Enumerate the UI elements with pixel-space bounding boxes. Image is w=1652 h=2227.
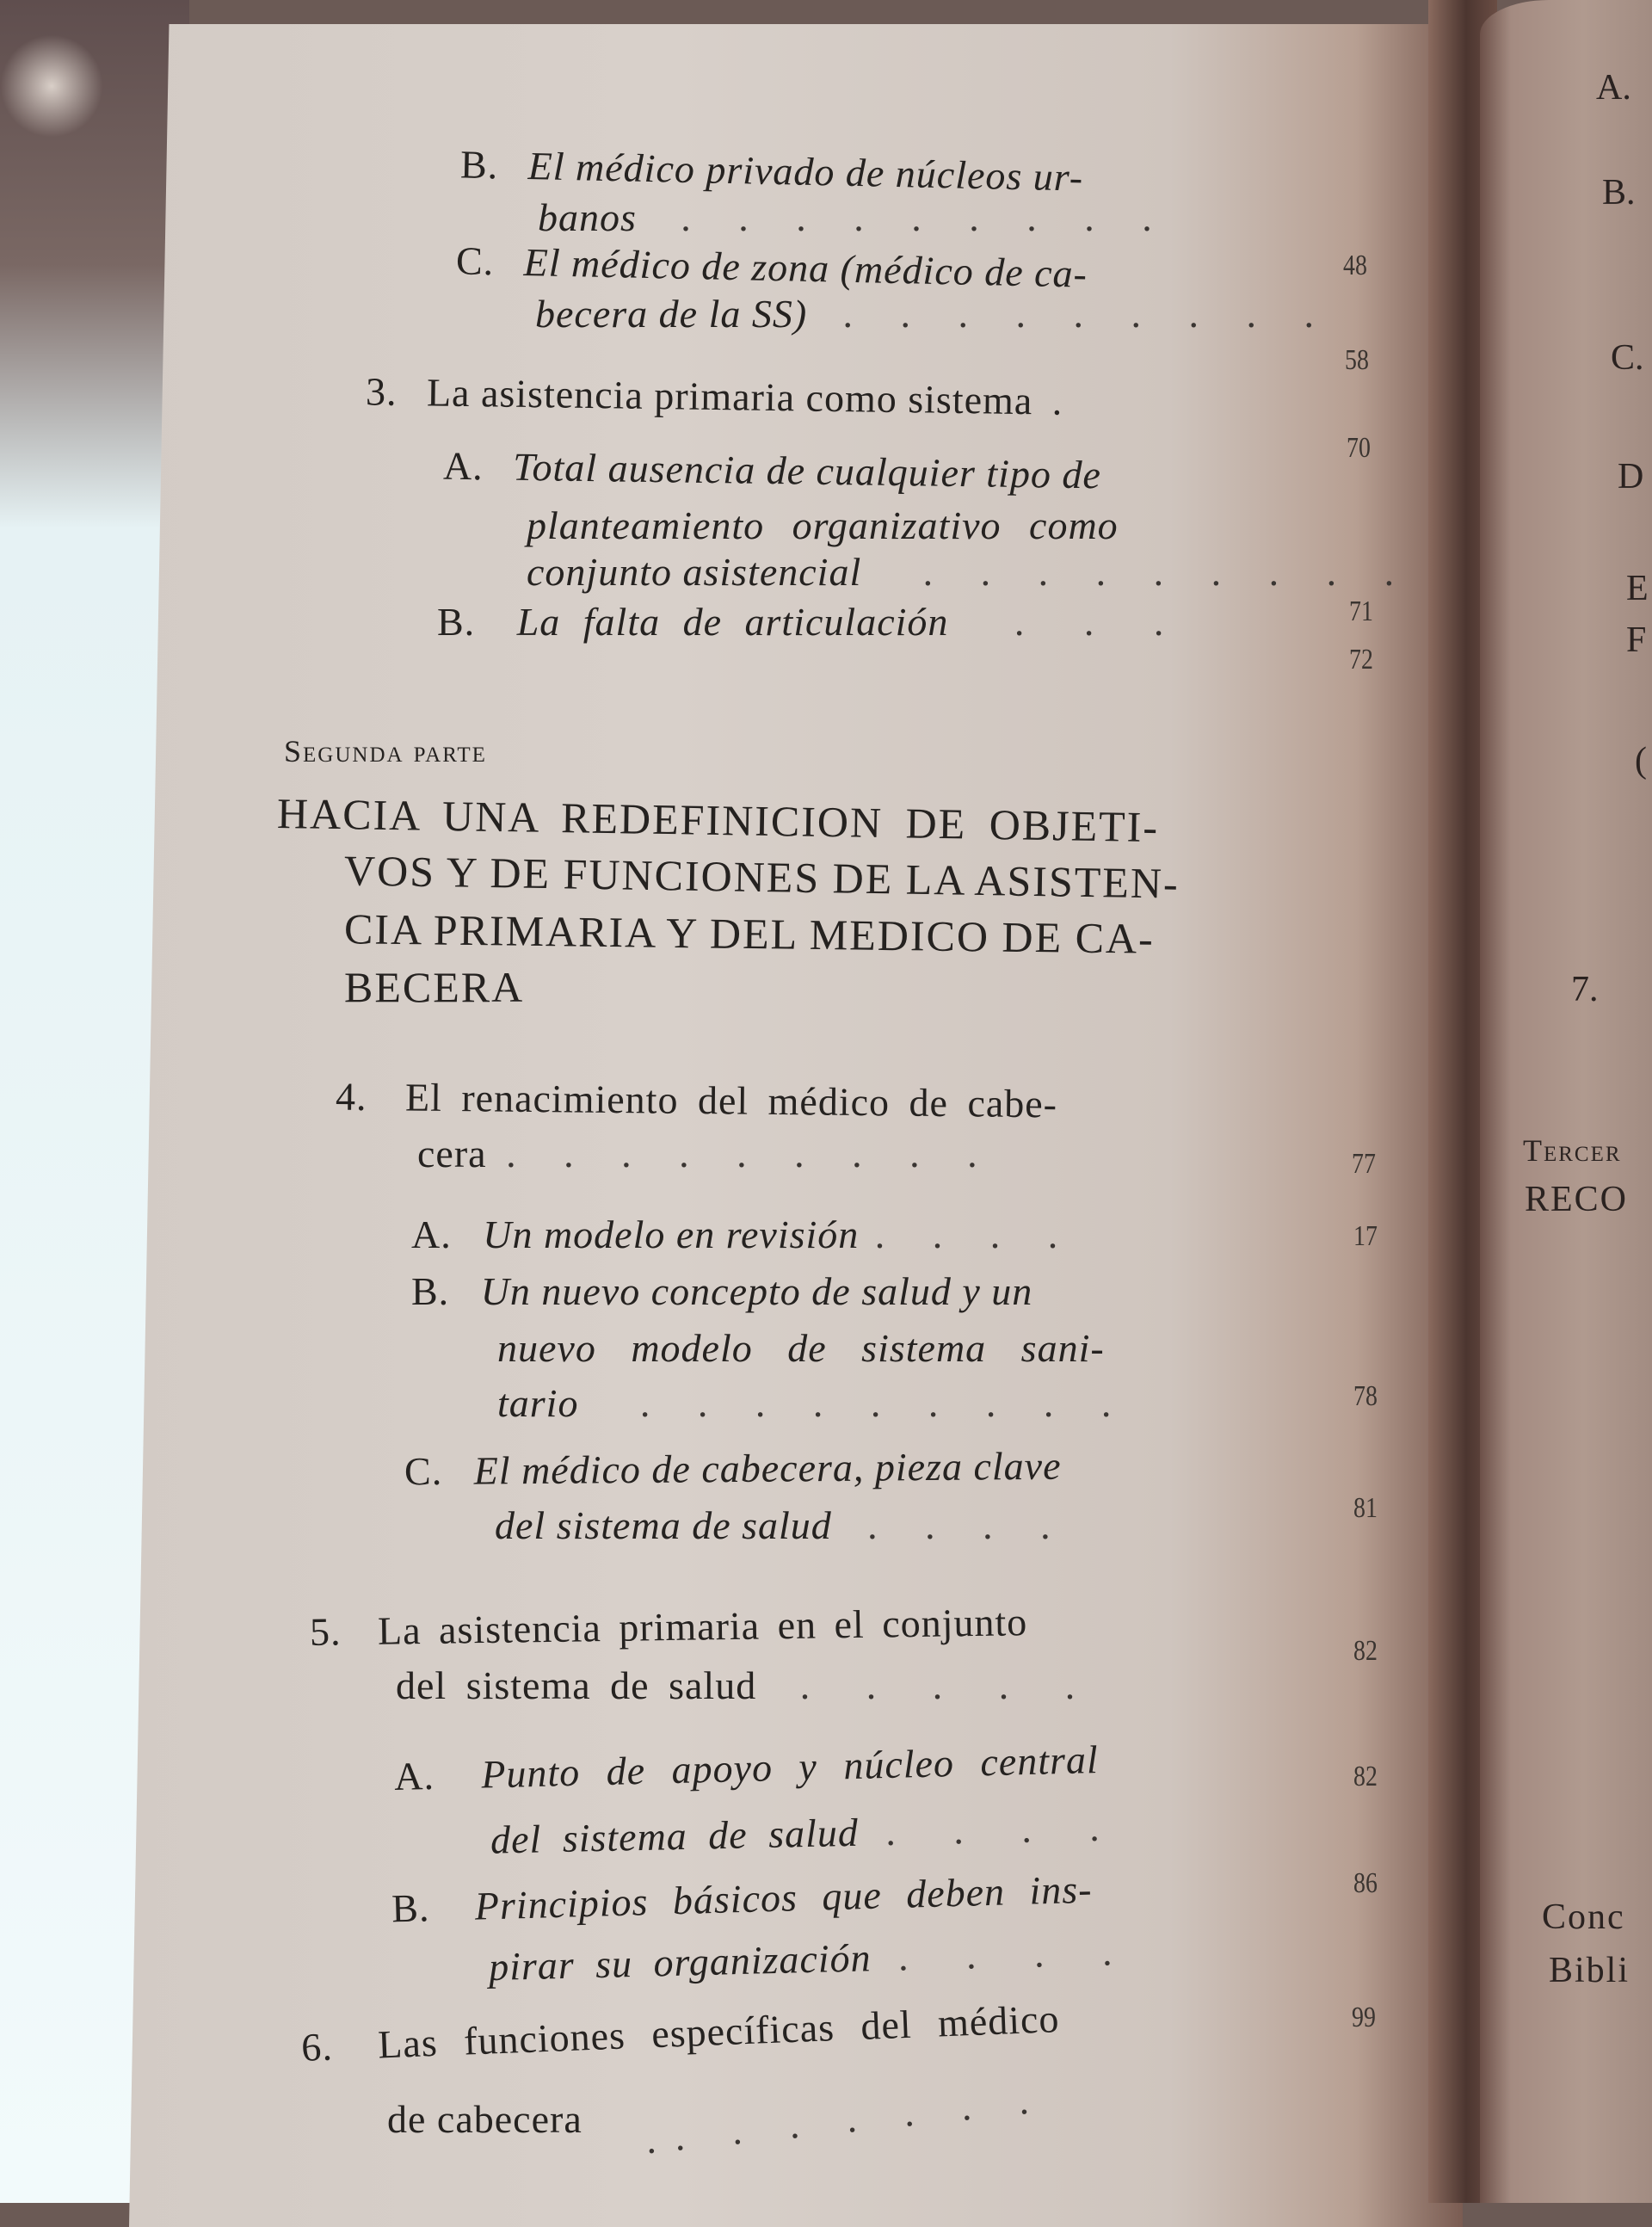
entry-label: B.: [391, 1885, 431, 1931]
entry-title-line: pirar su organización: [488, 1935, 872, 1989]
right-page-fragment: RECO: [1525, 1180, 1629, 1219]
entry-title-line: cera: [417, 1132, 487, 1175]
toc-entry: A. Un modelo en revisión . . . .: [411, 1212, 1077, 1256]
toc-entry: [391, 1866, 1093, 1932]
entry-label: B.: [459, 142, 499, 188]
page-number: 82: [1353, 1761, 1378, 1792]
entry-title-line: conjunto asistencial: [527, 550, 862, 594]
entry-title-cont: [535, 291, 1334, 336]
entry-label: A.: [442, 443, 484, 489]
entry-label: B.: [437, 600, 476, 644]
toc-entry: [411, 1268, 1032, 1314]
right-page-fragment: Tercer: [1523, 1133, 1622, 1168]
entry-label: C.: [404, 1448, 443, 1494]
entry-title: El médico de zona (médico de ca-: [523, 239, 1088, 296]
entry-label: 6.: [300, 2024, 334, 2070]
entry-title-line: del sistema de salud: [490, 1810, 860, 1862]
entry-title-line: banos: [538, 195, 637, 239]
leader-dots: . . . . . . . . .: [843, 292, 1335, 336]
entry-title-cont: [497, 1325, 1105, 1371]
toc-entry: 3. La asistencia primaria como sistema .: [365, 369, 1063, 423]
entry-title-cont: del sistema de salud . . . .: [495, 1503, 1070, 1547]
page-number: 86: [1353, 1867, 1378, 1899]
leader-dots: . . . . . . . . .: [506, 1132, 996, 1175]
part-title-line: BECERA: [344, 963, 525, 1011]
entry-title-line: del sistema de salud: [495, 1503, 832, 1547]
toc-entry: [404, 1443, 1062, 1495]
page-number: 72: [1349, 644, 1373, 676]
entry-label: 5.: [309, 1609, 342, 1654]
page-number: 71: [1349, 595, 1373, 627]
toc-entry: [393, 1737, 1099, 1799]
entry-title: Un nuevo concepto de salud y un: [480, 1269, 1033, 1313]
entry-title-cont: [527, 549, 1414, 595]
entry-title-line: de cabecera: [387, 2097, 583, 2141]
right-page-fragment: C.: [1611, 338, 1644, 378]
entry-title-cont: del sistema de salud . . . . .: [396, 1663, 1094, 1707]
page-number: 78: [1353, 1380, 1378, 1412]
entry-title-cont: [527, 503, 1119, 548]
page-number: 82: [1353, 1635, 1378, 1667]
right-page-fragment: F: [1626, 620, 1647, 660]
entry-title: Punto de apoyo y núcleo central: [480, 1737, 1100, 1797]
right-page-fragment: Conc: [1542, 1897, 1625, 1937]
toc-entry: [300, 1996, 1060, 2070]
leader-dots: . . . . . . . . .: [640, 1381, 1131, 1425]
part-title-line: VOS Y DE FUNCIONES DE LA ASISTEN-: [343, 846, 1180, 908]
part-label: Segunda parte: [284, 734, 487, 768]
right-page-fragment: 7.: [1571, 970, 1599, 1009]
entry-title: Un modelo en revisión: [483, 1212, 860, 1256]
entry-label: 3.: [365, 369, 398, 414]
part-title-line: HACIA UNA REDEFINICION DE OBJETI-: [276, 788, 1160, 852]
entry-label: C.: [455, 238, 495, 284]
entry-title: El médico de cabecera, pieza clave: [473, 1443, 1062, 1493]
entry-title-line: nuevo modelo de sistema sani-: [497, 1326, 1105, 1370]
entry-title-cont: de cabecera .. . . . . . .: [387, 2076, 1050, 2162]
entry-title: La falta de articulación: [516, 600, 949, 644]
leader-dots: . . . . . . . . .: [923, 550, 1415, 594]
toc-entry: [456, 238, 1088, 296]
entry-title-line: del sistema de salud: [396, 1663, 757, 1707]
entry-label: 4.: [335, 1074, 367, 1119]
entry-label: A.: [411, 1212, 452, 1256]
toc-entry: B. La falta de articulación . . .: [437, 600, 1183, 644]
right-page-fragment: Bibli: [1549, 1951, 1630, 1990]
entry-title: Las funciones específicas del médico: [377, 1996, 1061, 2067]
entry-title-line: becera de la SS): [535, 292, 808, 336]
page-number: 58: [1345, 344, 1369, 376]
right-page-fragment: B.: [1602, 173, 1636, 213]
entry-title-cont: pirar su organización . . . .: [488, 1928, 1133, 1989]
page-number: 77: [1352, 1148, 1376, 1180]
toc-entry: [336, 1074, 1058, 1127]
entry-title: La asistencia primaria como sistema: [426, 370, 1033, 423]
entry-title-cont: [538, 194, 1172, 240]
right-page-fragment: D: [1618, 457, 1644, 497]
right-page-fragment: E: [1626, 569, 1649, 608]
page-number: 99: [1352, 2002, 1376, 2033]
right-page-fragment: (: [1635, 741, 1647, 780]
entry-title-cont: [417, 1131, 996, 1176]
part-title-line: CIA PRIMARIA Y DEL MEDICO DE CA-: [343, 904, 1156, 963]
entry-title: Principios básicos que deben ins-: [474, 1866, 1094, 1928]
entry-title: El médico privado de núcleos ur-: [527, 144, 1084, 200]
entry-title: El renacimiento del médico de cabe-: [404, 1075, 1058, 1126]
entry-title: Total ausencia de cualquier tipo de: [512, 444, 1102, 497]
entry-title-line: planteamiento organizativo como: [527, 503, 1119, 547]
toc-entry: [310, 1599, 1028, 1655]
entry-title-line: tario: [497, 1381, 579, 1425]
toc-entry: [460, 141, 1084, 200]
entry-label: B.: [411, 1269, 450, 1313]
page-number: 17: [1353, 1220, 1378, 1252]
entry-title-cont: del sistema de salud . . . .: [490, 1804, 1120, 1862]
right-page-fragment: A.: [1596, 68, 1631, 108]
page-number: 70: [1347, 432, 1371, 464]
toc-entry: [443, 443, 1102, 498]
entry-title: La asistencia primaria en el conjunto: [377, 1600, 1028, 1653]
entry-title-cont: [497, 1380, 1131, 1426]
page-number: 48: [1343, 250, 1367, 281]
leader-dots: . . . . . . . . .: [681, 195, 1172, 239]
page-number: 81: [1353, 1492, 1378, 1524]
entry-label: A.: [393, 1753, 435, 1798]
